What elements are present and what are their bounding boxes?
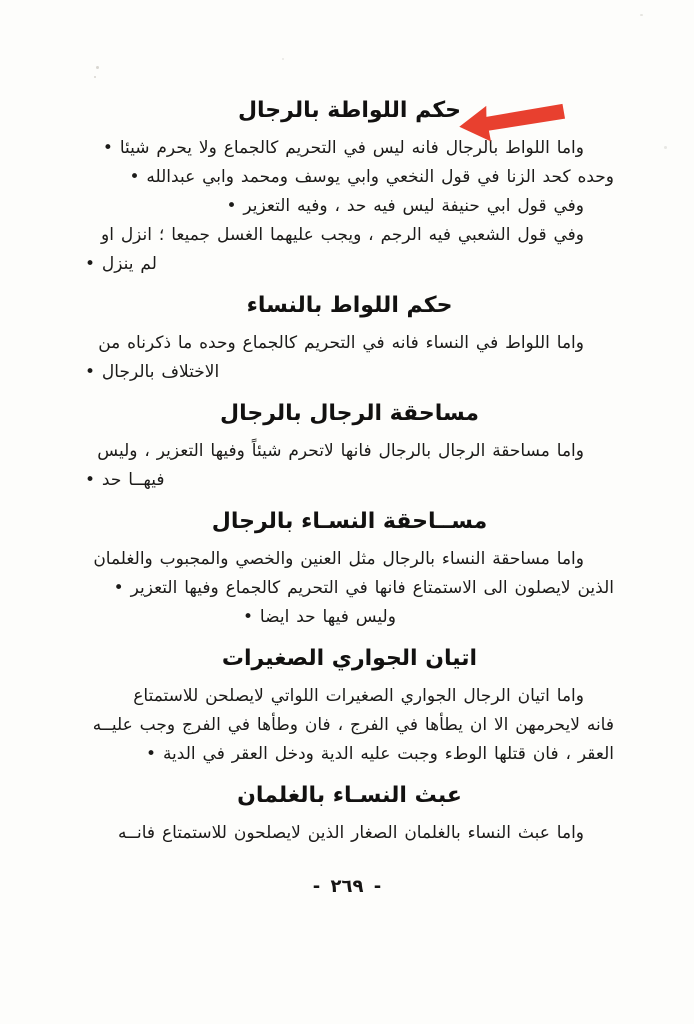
text-line: وحده كحد الزنا في قول النخعي وابي يوسف ومحمد وابي عبدالله • bbox=[129, 167, 614, 187]
scan-speck bbox=[664, 146, 667, 149]
text-line: الذين لايصلون الى الاستمتاع فانها في التحريم كالجماع وفيها التعزير • bbox=[113, 578, 614, 598]
text-line: وفي قول ابي حنيفة ليس فيه حد ، وفيه التعزير • bbox=[226, 196, 584, 216]
text-line: الاختلاف بالرجال • bbox=[85, 362, 220, 382]
section-heading: مســاحقة النسـاء بالرجال bbox=[211, 509, 488, 534]
text-line: واما مساحقة النساء بالرجال مثل العنين والخصي والمجبوب والغلمان bbox=[93, 549, 584, 569]
red-arrow-shape bbox=[457, 98, 566, 145]
text-line: وليس فيها حد ايضا • bbox=[243, 607, 396, 627]
scan-speck bbox=[94, 76, 96, 78]
section-heading: حكم اللواط بالنساء bbox=[246, 293, 453, 318]
page-number: - ٢٦٩ - bbox=[312, 876, 382, 897]
section-heading: عبث النسـاء بالغلمان bbox=[237, 783, 462, 808]
scan-speck bbox=[96, 66, 99, 69]
text-line: فانه لايحرمهن الا ان يطأها في الفرج ، فان وطأها في الفرج وجب عليــه bbox=[92, 715, 614, 735]
text-line: واما اللواط في النساء فانه في التحريم كالجماع وحده ما ذكرناه من bbox=[98, 333, 584, 353]
text-line: فيهــا حد • bbox=[85, 470, 165, 490]
text-line: لم ينزل • bbox=[85, 254, 157, 274]
text-line: واما مساحقة الرجال بالرجال فانها لاتحرم شيئاً وفيها التعزير ، وليس bbox=[97, 441, 584, 461]
section-heading: مساحقة الرجال بالرجال bbox=[220, 401, 479, 426]
text-line: واما عبث النساء بالغلمان الصغار الذين لايصلحون للاستمتاع فانــه bbox=[117, 823, 584, 843]
scan-speck bbox=[640, 14, 643, 16]
text-line: وفي قول الشعبي فيه الرجم ، ويجب عليهما الغسل جميعا ؛ انزل او bbox=[100, 225, 584, 245]
text-line: واما اتيان الرجال الجواري الصغيرات اللواتي لايصلحن للاستمتاع bbox=[133, 686, 584, 706]
text-line: العقر ، فان قتلها الوطء وجبت عليه الدية ودخل العقر في الدية • bbox=[146, 744, 614, 764]
scan-speck bbox=[282, 58, 284, 60]
text-line: واما اللواط بالرجال فانه ليس في التحريم كالجماع ولا يحرم شيئا • bbox=[102, 138, 584, 158]
section-heading: اتيان الجواري الصغيرات bbox=[221, 646, 478, 671]
text-column bbox=[85, 94, 614, 848]
section-heading: حكم اللواطة بالرجال bbox=[237, 98, 462, 123]
